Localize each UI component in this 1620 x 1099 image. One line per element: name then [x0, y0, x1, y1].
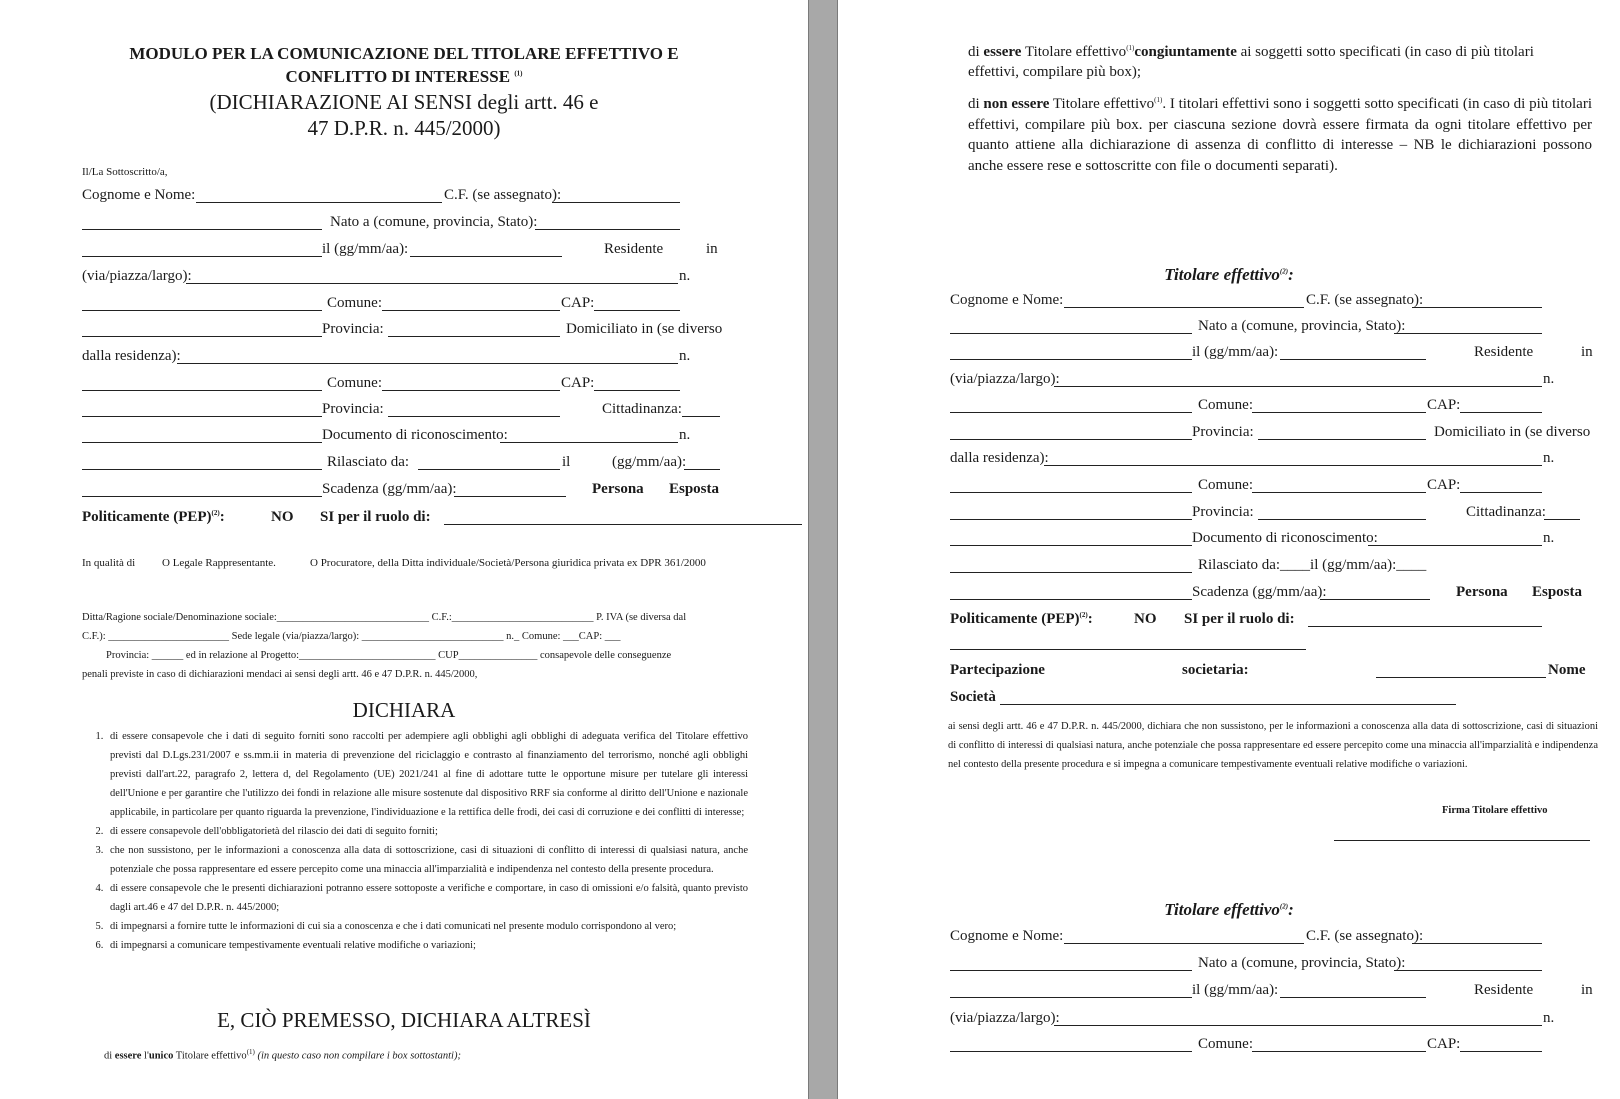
- r-provincia-label: Provincia:: [1192, 424, 1254, 440]
- r-domicilio-input[interactable]: [1044, 451, 1542, 466]
- ditta-line-1: Ditta/Ragione sociale/Denominazione sociale:_____________________________ C.F.:___________________________ P. IVA (se diversa dal: [82, 612, 687, 623]
- r-comune-label-2: Comune:: [1198, 477, 1253, 493]
- r2-comune-prefix-input[interactable]: [950, 1037, 1192, 1052]
- r-il-data-label: il (gg/mm/aa):: [1192, 344, 1279, 360]
- il-data-label: il (gg/mm/aa):: [322, 241, 409, 257]
- r-scadenza-input[interactable]: [1320, 585, 1430, 600]
- cognome-nome-label: Cognome e Nome:: [82, 187, 196, 203]
- r-data-nascita-input[interactable]: [1280, 345, 1426, 360]
- domicilio-input[interactable]: [177, 349, 678, 364]
- cf-input[interactable]: [552, 188, 680, 203]
- cittadinanza-label: Cittadinanza:: [602, 401, 682, 417]
- firma-input[interactable]: [1334, 826, 1590, 841]
- r-rilasciato-label[interactable]: Rilasciato da:____il (gg/mm/aa):____: [1198, 557, 1427, 573]
- nome-label: Nome: [1548, 662, 1586, 678]
- congiuntamente-option[interactable]: di essere Titolare effettivo$^{(1)}$congiuntamente ai soggetti sotto specificati (in caso di più titolari: [968, 44, 1534, 60]
- r-provincia-label-2: Provincia:: [1192, 504, 1254, 520]
- r2-comune-label: Comune:: [1198, 1036, 1253, 1052]
- r-pep-ruolo-cont-input[interactable]: [950, 635, 1306, 650]
- r2-il-data-label: il (gg/mm/aa):: [1192, 982, 1279, 998]
- r-via-label: (via/piazza/largo):: [950, 371, 1060, 387]
- r-nato-a-label: Nato a (comune, provincia, Stato):: [1198, 318, 1406, 334]
- in-label: in: [706, 241, 718, 257]
- pep-no-option[interactable]: NO: [271, 509, 294, 525]
- provincia-label-2: Provincia:: [322, 401, 384, 417]
- r-provincia-dom-input[interactable]: [1258, 505, 1426, 520]
- page-gutter: [808, 0, 838, 1099]
- r2-cognome-nome-label: Cognome e Nome:: [950, 928, 1064, 944]
- provincia-dom-input[interactable]: [388, 402, 560, 417]
- r-cittadinanza-input[interactable]: [1544, 505, 1580, 520]
- r-n-label-3: n.: [1543, 530, 1555, 546]
- ditta-line-2: C.F.): _______________________ Sede legale (via/piazza/largo): ___________________________ n._ Comune: ___CAP: ___: [82, 631, 621, 642]
- il-label: il: [562, 454, 571, 470]
- r-documento-input[interactable]: [1368, 531, 1542, 546]
- documento-label: Documento di riconoscimento:: [322, 427, 508, 443]
- form-subtitle-line1: (DICHIARAZIONE AI SENSI degli artt. 46 e: [209, 90, 599, 114]
- r-cap-dom-input[interactable]: [1460, 478, 1542, 493]
- nato-prefix-input[interactable]: [82, 215, 322, 230]
- provincia-prefix-input[interactable]: [82, 322, 322, 337]
- r-dalla-residenza-label: dalla residenza):: [950, 450, 1049, 466]
- r-via-input[interactable]: [1054, 372, 1542, 387]
- r-nato-a-input[interactable]: [1394, 319, 1542, 334]
- declaration-item: 1. di essere consapevole che i dati di seguito forniti sono raccolti per adempiere agli obblighi agli obblighi di adeguata verifica del Titolare effettivo previsti dal D.Lgs.231/2007 e ss.mm.ii in materia di prevenzione del riciclaggio e contrasto al finanziamento del terrorismo, nonché agli obblighi previsti dall'art.22, paragrafo 2, lettera d, del Regolamento (UE) 2021/241 al fine di adottare tutte le opportune misure per tutelare gli interessi dell'Unione e per garantire che l'utilizzo dei fondi in relazione alle misure sostenute dal dispositivo RRF sia conforme al diritto dell'Unione e nazionale applicabile, in particolare per quanto riguarda la prevenzione, l'individuazione e la rettifica delle frodi, dei casi di corruzione e dei conflitti di interesse;: [106, 727, 748, 822]
- rilasciato-input[interactable]: [418, 455, 560, 470]
- via-input[interactable]: [186, 269, 678, 284]
- r-documento-label: Documento di riconoscimento:: [1192, 530, 1378, 546]
- documento-input[interactable]: [500, 428, 678, 443]
- r-cap-label: CAP:: [1427, 397, 1461, 413]
- r-comune-prefix-input[interactable]: [950, 398, 1192, 413]
- r2-n-label: n.: [1543, 1010, 1555, 1026]
- r-persona-label: Persona: [1456, 584, 1508, 600]
- cf-label: C.F. (se assegnato):: [444, 187, 562, 203]
- comune-input[interactable]: [382, 296, 560, 311]
- cap-label-2: CAP:: [561, 375, 595, 391]
- r2-cap-label: CAP:: [1427, 1036, 1461, 1052]
- r-rilasciato-prefix-input[interactable]: [950, 558, 1192, 573]
- r2-via-label: (via/piazza/largo):: [950, 1010, 1060, 1026]
- provincia2-prefix-input[interactable]: [82, 402, 322, 417]
- r2-via-input[interactable]: [1054, 1011, 1542, 1026]
- r-pep-label: Politicamente (PEP)$^{(2)}$:: [950, 611, 1093, 627]
- r-cf-input[interactable]: [1412, 293, 1542, 308]
- nato-cont-input[interactable]: [82, 242, 322, 257]
- titolare-box-title: Titolare effettivo$^{(2)}$:: [1164, 265, 1294, 284]
- comune2-prefix-input[interactable]: [82, 376, 322, 391]
- documento-prefix-input[interactable]: [82, 428, 322, 443]
- congiuntamente-line2: effettivi, compilare più box);: [968, 64, 1142, 80]
- in-qualita-label: In qualità di: [82, 557, 136, 569]
- r-nato-cont-input[interactable]: [950, 345, 1192, 360]
- r2-in-label: in: [1581, 982, 1593, 998]
- comune-dom-input[interactable]: [382, 376, 560, 391]
- r-cognome-nome-label: Cognome e Nome:: [950, 292, 1064, 308]
- r-cittadinanza-label: Cittadinanza:: [1466, 504, 1546, 520]
- persona-label: Persona: [592, 481, 644, 497]
- form-subtitle-line2: 47 D.P.R. n. 445/2000): [307, 116, 501, 140]
- n-label-3: n.: [679, 427, 691, 443]
- form-title-line1: MODULO PER LA COMUNICAZIONE DEL TITOLARE EFFETTIVO E: [129, 44, 679, 63]
- pep-si-option[interactable]: SI per il ruolo di:: [320, 509, 431, 525]
- conflict-disclaimer: ai sensi degli artt. 46 e 47 D.P.R. n. 445/2000, dichiara che non sussistono, per le informazioni a conoscenza alla data di sottoscrizione, casi di situazioni di conflitto di interessi di qualsiasi natura, anche potenziale che possa rappresentare ed essere percepito come una minaccia all'imparzialità e indipendenza nel contesto della presente procedura e si impegna a comunicare tempestivamente eventuali relative modifiche o variazioni.: [948, 721, 1598, 770]
- ditta-line-3: Provincia: ______ ed in relazione al Progetto:__________________________ CUP_______________ consapevole delle conseguenze: [106, 650, 672, 661]
- domiciliato-label: Domiciliato in (se diverso: [566, 321, 723, 337]
- r-domiciliato-label: Domiciliato in (se diverso: [1434, 424, 1591, 440]
- esposta-label: Esposta: [669, 481, 720, 497]
- r-esposta-label: Esposta: [1532, 584, 1583, 600]
- comune-prefix-input[interactable]: [82, 296, 322, 311]
- r-provincia-input[interactable]: [1258, 425, 1426, 440]
- declaration-item: 2. di essere consapevole dell'obbligatorietà del rilascio dei dati di seguito forniti;: [106, 822, 748, 841]
- rilasciato-label: Rilasciato da:: [327, 454, 410, 470]
- provincia-label: Provincia:: [322, 321, 384, 337]
- document-page-left: [0, 0, 808, 1099]
- r2-nato-prefix-input[interactable]: [950, 956, 1192, 971]
- r-n-label: n.: [1543, 371, 1555, 387]
- nato-a-input[interactable]: [535, 215, 680, 230]
- comune-label-2: Comune:: [327, 375, 382, 391]
- dichiara-heading: DICHIARA: [352, 698, 456, 722]
- r2-cf-input[interactable]: [1412, 929, 1542, 944]
- r-in-label: in: [1581, 344, 1593, 360]
- gg-label: (gg/mm/aa):: [612, 454, 687, 470]
- r-comune-label: Comune:: [1198, 397, 1253, 413]
- partecipazione-input[interactable]: [1376, 663, 1546, 678]
- societaria-label: societaria:: [1182, 662, 1249, 678]
- cap-label: CAP:: [561, 295, 595, 311]
- declaration-item: 6. di impegnarsi a comunicare tempestivamente eventuali relative modifiche o variazioni;: [106, 936, 748, 955]
- cittadinanza-input[interactable]: [682, 402, 720, 417]
- societa-input[interactable]: [1000, 690, 1456, 705]
- cognome-nome-input[interactable]: [196, 188, 442, 203]
- r-n-label-2: n.: [1543, 450, 1555, 466]
- r-cap-input[interactable]: [1460, 398, 1542, 413]
- pep-ruolo-input[interactable]: [444, 510, 802, 525]
- declaration-item: 4. di essere consapevole che le presenti dichiarazioni potranno essere sottoposte a verifiche e comportare, in caso di omissioni e/o falsità, quanto previsto dagli art.46 e 47 del D.P.R. n. 445/2000;: [106, 879, 748, 917]
- sottoscritto-label: Il/La Sottoscritto/a,: [82, 166, 168, 178]
- declarations-list: [84, 727, 748, 955]
- rilascio-data-input[interactable]: [684, 455, 720, 470]
- r-cognome-nome-input[interactable]: [1064, 293, 1304, 308]
- ditta-line-4: penali previste in caso di dichiarazioni mendaci ai sensi degli artt. 46 e 47 D.P.R. n. 445/2000,: [82, 669, 478, 680]
- rilasciato-prefix-input[interactable]: [82, 455, 322, 470]
- r-provincia2-prefix-input[interactable]: [950, 505, 1192, 520]
- r2-cf-label: C.F. (se assegnato):: [1306, 928, 1424, 944]
- pep-label: Politicamente (PEP)$^{(2)}$:: [82, 509, 225, 525]
- r-pep-no-option[interactable]: NO: [1134, 611, 1157, 627]
- partecipazione-label: Partecipazione: [950, 662, 1045, 678]
- r-pep-si-option[interactable]: SI per il ruolo di:: [1184, 611, 1295, 627]
- n-label-2: n.: [679, 348, 691, 364]
- r2-nato-a-label: Nato a (comune, provincia, Stato):: [1198, 955, 1406, 971]
- declaration-item: 3. che non sussistono, per le informazioni a conoscenza alla data di sottoscrizione, casi di situazioni di conflitto di interessi di qualsiasi natura, anche potenziale che possa rappresentare ed essere percepito come una minaccia all'imparzialità e indipendenza nel contesto della presente procedura.: [106, 841, 748, 879]
- r-documento-prefix-input[interactable]: [950, 531, 1192, 546]
- r-nato-prefix-input[interactable]: [950, 319, 1192, 334]
- cap-input[interactable]: [594, 296, 680, 311]
- r-pep-ruolo-input[interactable]: [1308, 612, 1542, 627]
- r2-cognome-nome-input[interactable]: [1064, 929, 1304, 944]
- r2-cap-input[interactable]: [1460, 1037, 1542, 1052]
- r2-residente-label: Residente: [1474, 982, 1534, 998]
- r2-comune-input[interactable]: [1252, 1037, 1426, 1052]
- r2-nato-cont-input[interactable]: [950, 983, 1192, 998]
- r2-nato-a-input[interactable]: [1394, 956, 1542, 971]
- form-title-line2: CONFLITTO DI INTERESSE $^{(1)}$: [285, 67, 523, 86]
- provincia-input[interactable]: [388, 322, 560, 337]
- unico-titolare-option[interactable]: di essere l'unico Titolare effettivo$^{(1)}$ (in questo caso non compilare i box sottostanti);: [104, 1048, 461, 1062]
- altresi-heading: E, CIÒ PREMESSO, DICHIARA ALTRESÌ: [217, 1008, 591, 1032]
- cap-dom-input[interactable]: [594, 376, 680, 391]
- r-scadenza-prefix-input[interactable]: [950, 585, 1192, 600]
- firma-label: Firma Titolare effettivo: [1442, 805, 1548, 816]
- r-comune-input[interactable]: [1252, 398, 1426, 413]
- r-comune2-prefix-input[interactable]: [950, 478, 1192, 493]
- nato-a-label: Nato a (comune, provincia, Stato):: [330, 214, 538, 230]
- comune-label: Comune:: [327, 295, 382, 311]
- societa-label: Società: [950, 689, 996, 705]
- declaration-item: 5. di impegnarsi a fornire tutte le informazioni di cui sia a conoscenza e che i dati comunicati nel presente modulo corrispondono al vero;: [106, 917, 748, 936]
- n-label: n.: [679, 268, 691, 284]
- dalla-residenza-label: dalla residenza):: [82, 348, 181, 364]
- scadenza-input[interactable]: [454, 482, 566, 497]
- document-page-right: [838, 0, 1620, 1099]
- data-nascita-input[interactable]: [410, 242, 562, 257]
- titolare-box-title-2: Titolare effettivo$^{(2)}$:: [1164, 900, 1294, 919]
- scadenza-label: Scadenza (gg/mm/aa):: [322, 481, 457, 497]
- via-label: (via/piazza/largo):: [82, 268, 192, 284]
- r-cap-label-2: CAP:: [1427, 477, 1461, 493]
- non-essere-option[interactable]: di non essere Titolare effettivo$^{(1)}$. I titolari effettivi sono i soggetti sotto specificati (in caso di più titolari effettivi, compilare più box. per ciascuna sezione dovrà essere firmata da ogni titolare effettivo per quanto attiene alla dichiarazione di assenza di conflitto di interesse – NB le dichiarazioni possono anche essere rese e sottoscritte con file o documenti separati).: [968, 96, 1592, 174]
- r-scadenza-label: Scadenza (gg/mm/aa):: [1192, 584, 1327, 600]
- legale-rappresentante-option[interactable]: O Legale Rappresentante.: [162, 557, 276, 569]
- r-cf-label: C.F. (se assegnato):: [1306, 292, 1424, 308]
- r-comune-dom-input[interactable]: [1252, 478, 1426, 493]
- scadenza-prefix-input[interactable]: [82, 482, 322, 497]
- r-residente-label: Residente: [1474, 344, 1534, 360]
- r-provincia-prefix-input[interactable]: [950, 425, 1192, 440]
- procuratore-option[interactable]: O Procuratore, della Ditta individuale/Società/Persona giuridica privata ex DPR 361/2000: [310, 557, 706, 569]
- r2-data-nascita-input[interactable]: [1280, 983, 1426, 998]
- residente-label: Residente: [604, 241, 664, 257]
